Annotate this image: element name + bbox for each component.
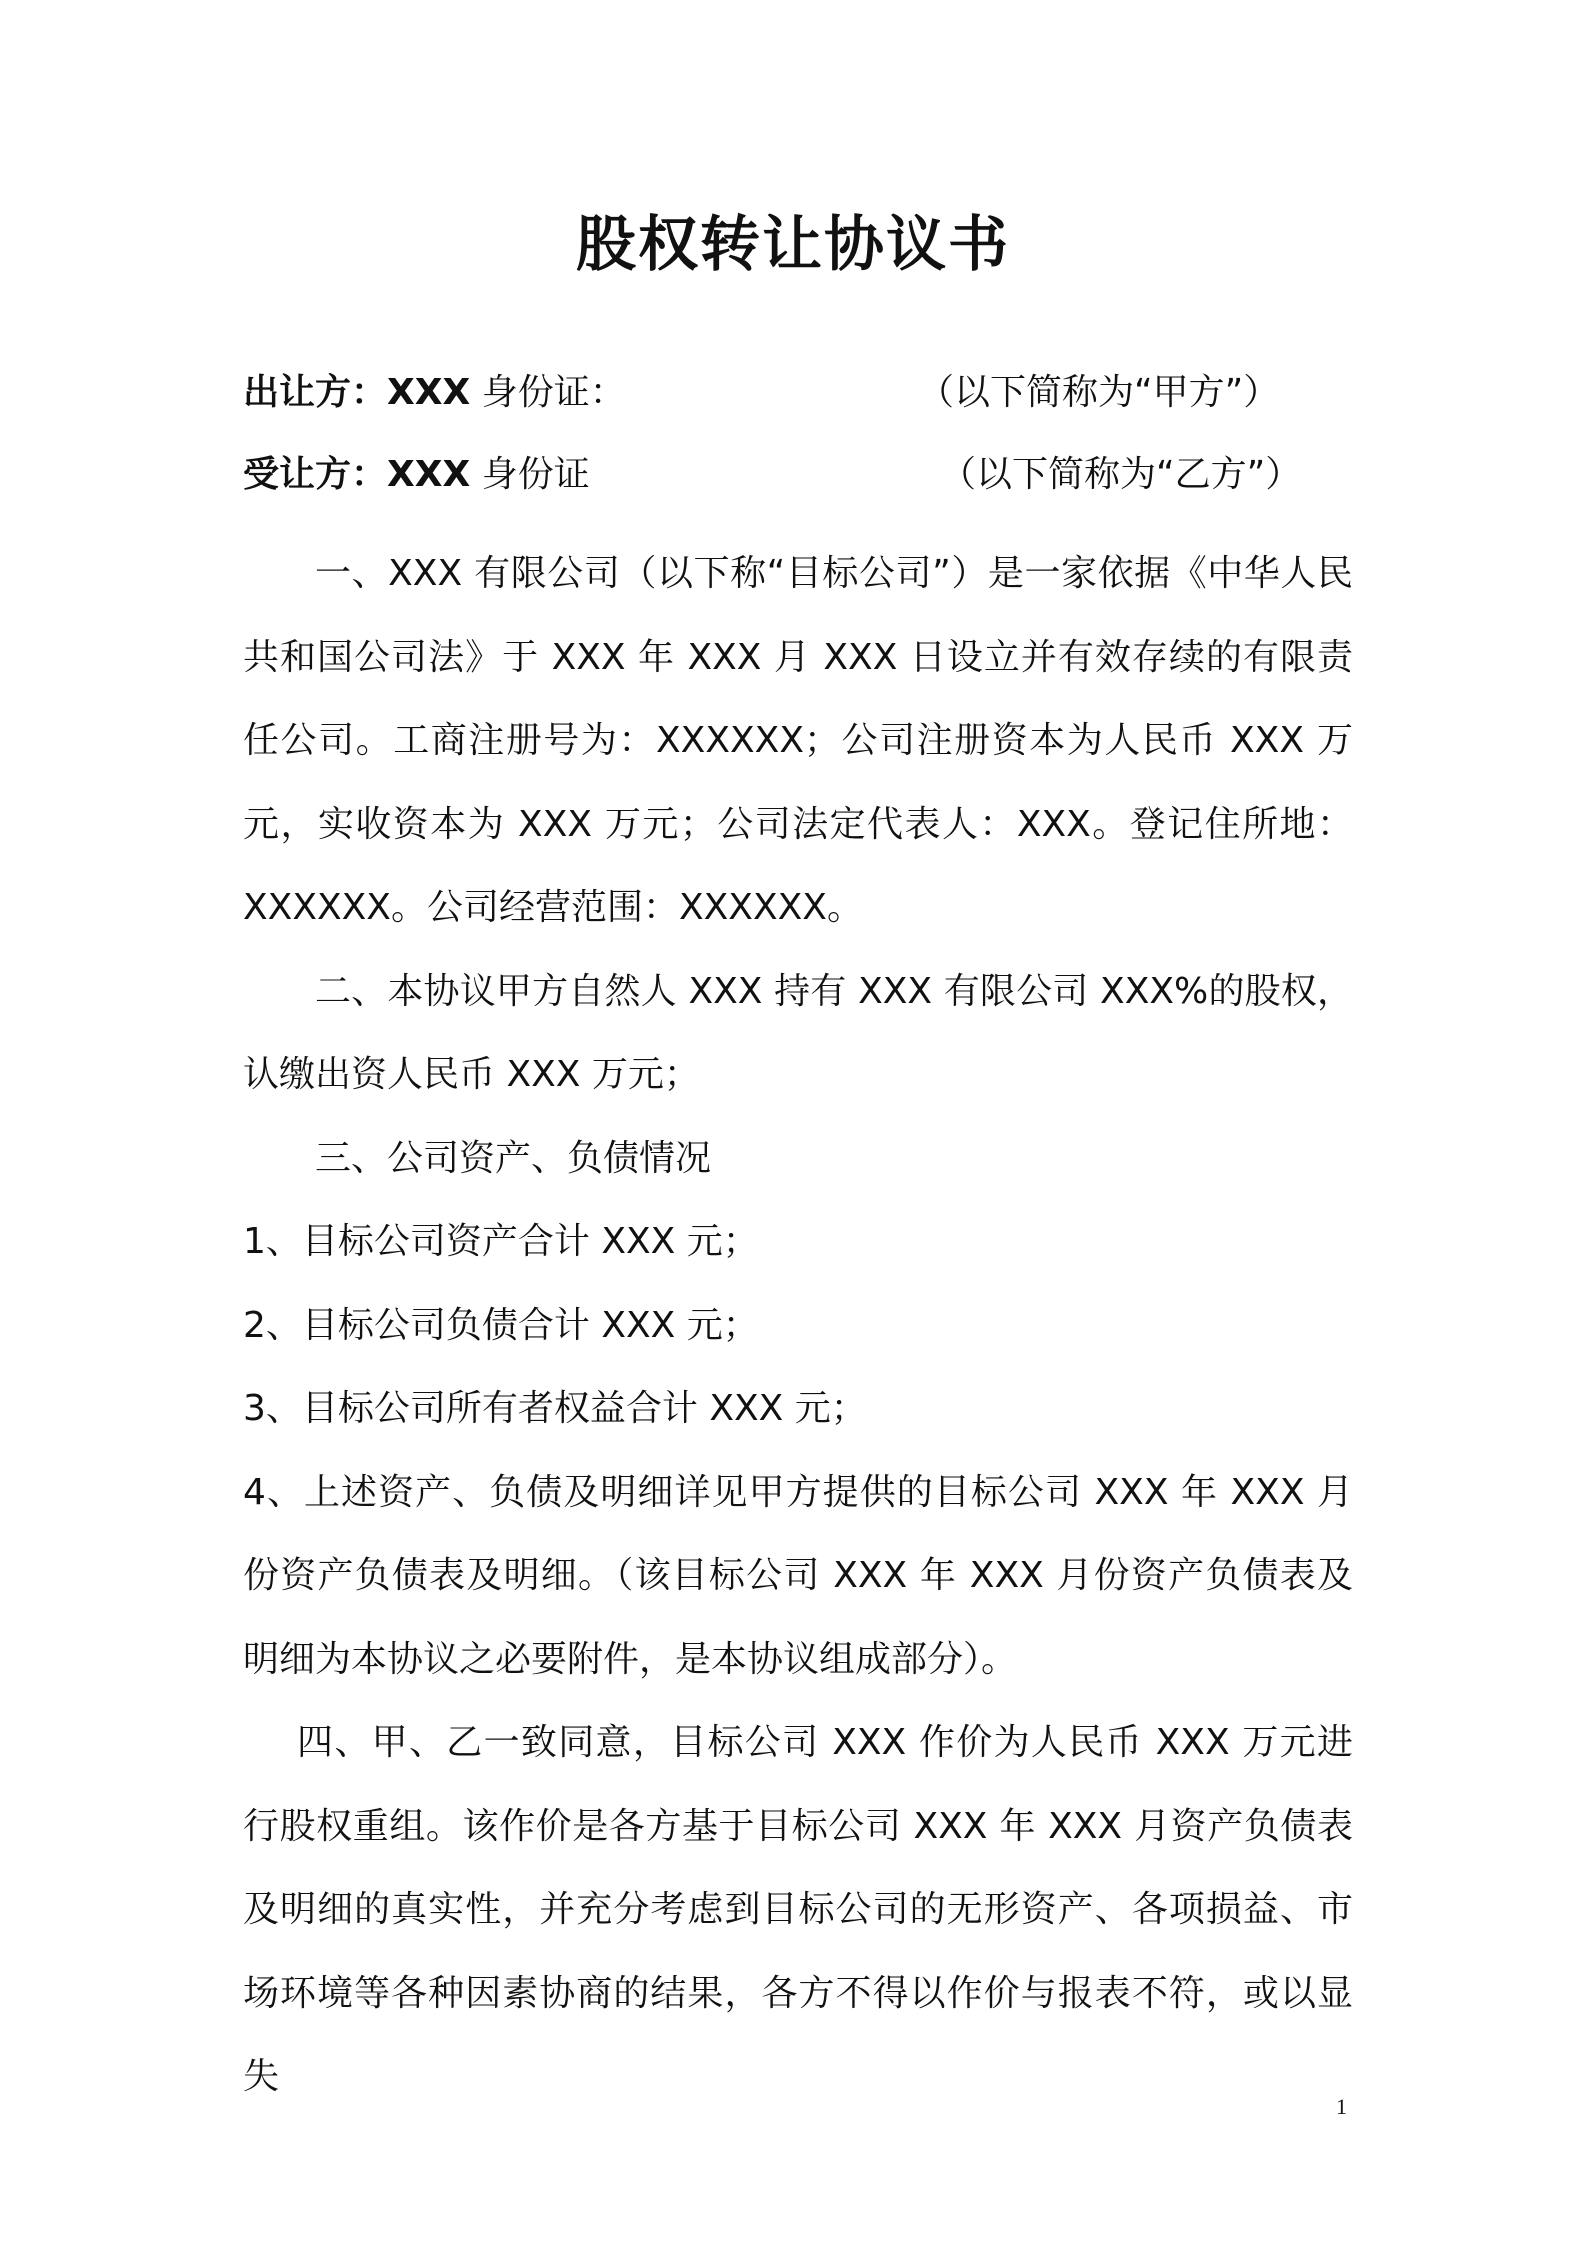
clause-2-paragraph: 二、本协议甲方自然人 XXX 持有 XXX 有限公司 XXX%的股权，认缴出资人民币 XXX 万元；: [243, 970, 1353, 1095]
clause-4-paragraph: 四、甲、乙一致同意，目标公司 XXX 作价为人民币 XXX 万元进行股权重组。该作价是各方基于目标公司 XXX 年 XXX 月资产负债表及明细的真实性，并充分考虑到目标公司的无形资产、各项损益、市场环境等各种因素协商的结果，各方不得以作价与报表不符，或以显失: [243, 1722, 1353, 2097]
transferee-line: [243, 450, 1302, 500]
clause-1-paragraph: 一、XXX 有限公司（以下称“目标公司”）是一家依据《中华人民共和国公司法》于 XXX 年 XXX 月 XXX 日设立并有效存续的有限责任公司。工商注册号为：XXXXXX；公司注册资本为人民币 XXX 万元，实收资本为 XXX 万元；公司法定代表人：XXX。登记住所地：XXXXXX。公司经营范围：XXXXXX。: [243, 553, 1353, 928]
transferor-role: 出让方：: [243, 372, 388, 413]
transferor-name: XXX: [387, 372, 471, 413]
transferor-id-label: 身份证：: [481, 372, 626, 413]
agreement-body: [243, 532, 1353, 2119]
transferee-note: （以下简称为“乙方”）: [940, 454, 1302, 495]
clause-3-item-1: 1、目标公司资产合计 XXX 元；: [243, 1221, 759, 1262]
clause-3-item-3: 3、目标公司所有者权益合计 XXX 元；: [243, 1388, 867, 1429]
transferee-name: XXX: [387, 454, 471, 495]
document-title: 股权转让协议书: [576, 210, 1010, 280]
transferee-id-label: 身份证: [481, 454, 590, 495]
transferor-line: [243, 368, 1280, 418]
clause-3-item-4: 4、上述资产、负债及明细详见甲方提供的目标公司 XXX 年 XXX 月份资产负债表及明细。（该目标公司 XXX 年 XXX 月份资产负债表及明细为本协议之必要附件，是本协议组成部分）。: [243, 1471, 1353, 1680]
transferor-note: （以下简称为“甲方”）: [918, 372, 1280, 413]
clause-3-heading: 三、公司资产、负债情况: [315, 1137, 712, 1179]
page-number: 1: [1336, 2094, 1347, 2119]
clause-3-item-2: 2、目标公司负债合计 XXX 元；: [243, 1304, 759, 1346]
transferee-role: 受让方：: [243, 454, 388, 495]
